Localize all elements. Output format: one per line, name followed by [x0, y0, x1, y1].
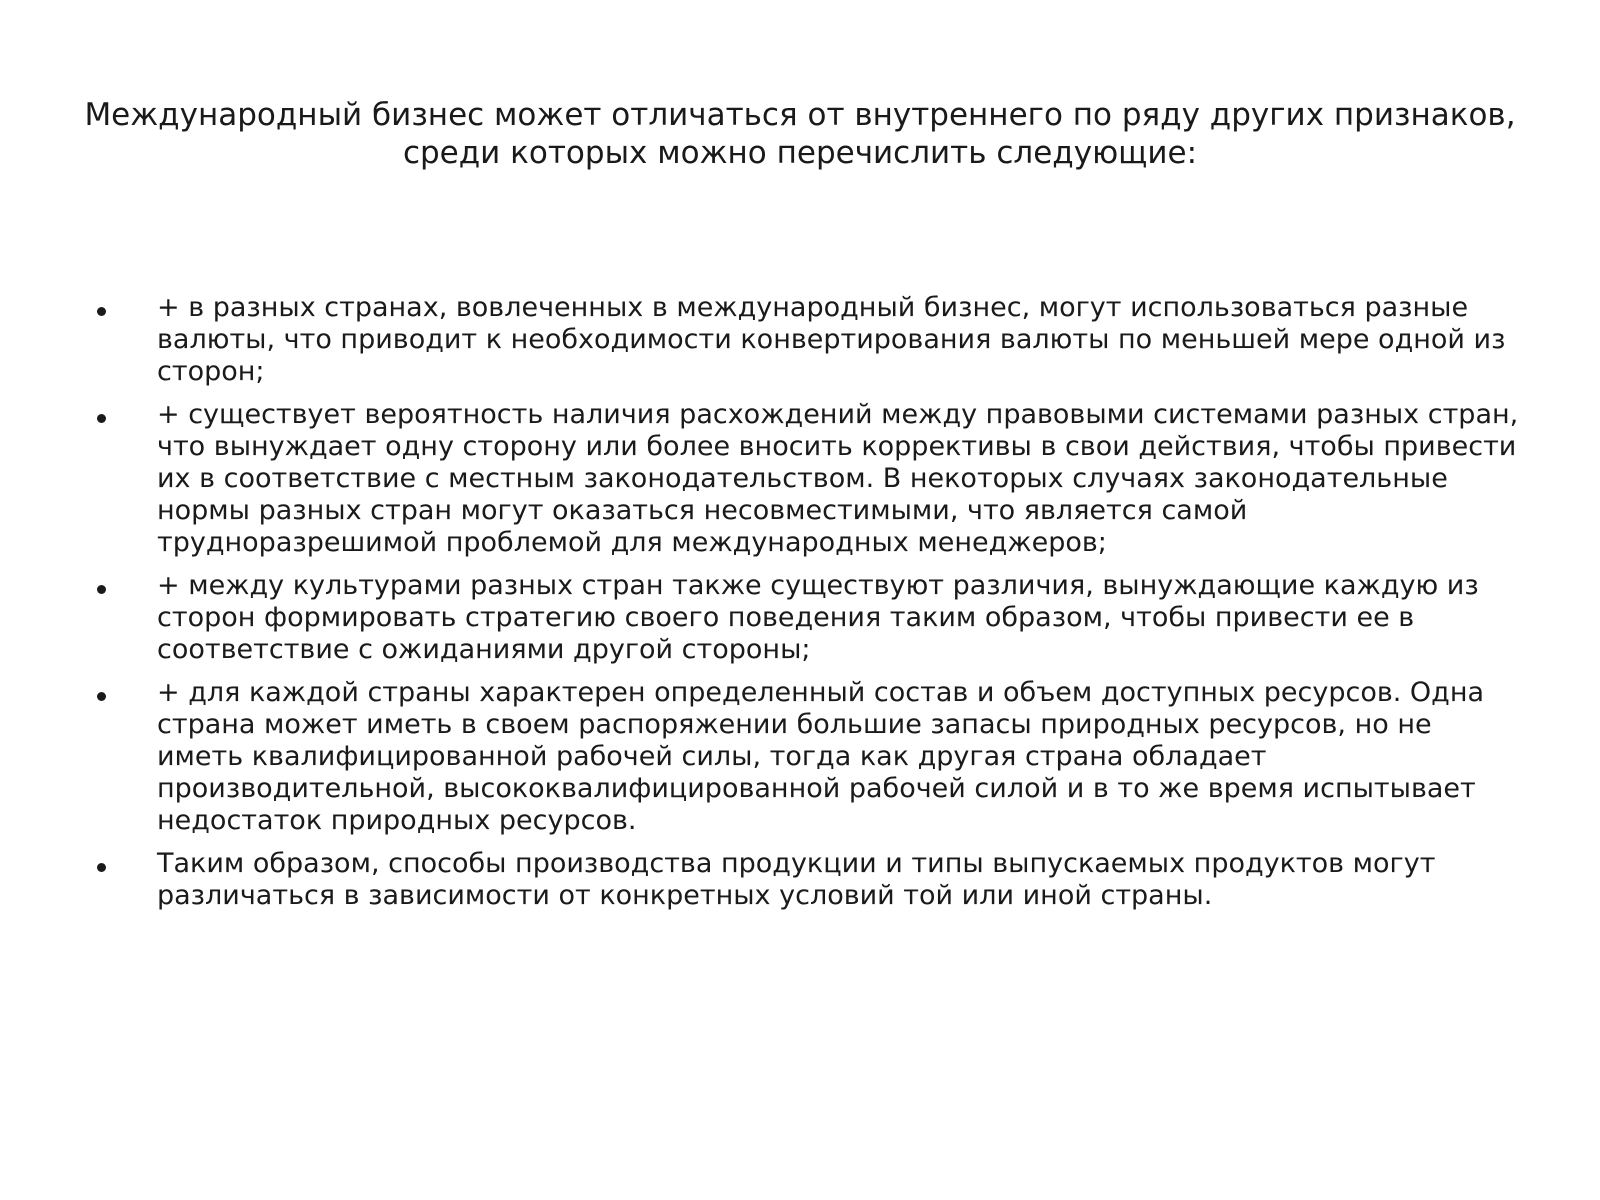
slide-title-line-2: среди которых можно перечислить следующие:: [402, 135, 1198, 171]
bullet-dot-icon: [97, 863, 106, 872]
bullet-text: + в разных странах, вовлеченных в международный бизнес, могут использоваться разные валюты, что приводит к необходимости конвертирования валюты по меньшей мере одной из сторон;: [157, 292, 1506, 387]
bullet-text: + между культурами разных стран также существуют различия, вынуждающие каждую из сторон формировать стратегию своего поведения таким образом, чтобы привести ее в соответствие с ожиданиями другой стороны;: [157, 570, 1479, 665]
slide-title-line-1: Международный бизнес может отличаться от внутреннего по ряду других признаков,: [84, 97, 1516, 133]
list-item: [0, 848, 1600, 912]
bullet-dot-icon: [97, 692, 106, 701]
bullet-text: + существует вероятность наличия расхождений между правовыми системами разных стран, что вынуждает одну сторону или более вносить коррективы в свои действия, чтобы привести их в соответствие с местным законодательством. В некоторых случаях законодательные нормы разных стран могут оказаться несовместимыми, что является самой трудноразрешимой проблемой для международных менеджеров;: [157, 399, 1519, 558]
bullet-list: [0, 292, 1600, 923]
list-item: [0, 677, 1600, 837]
bullet-text: + для каждой страны характерен определенный состав и объем доступных ресурсов. Одна страна может иметь в своем распоряжении большие запасы природных ресурсов, но не иметь квалифицированной рабочей силы, тогда как другая страна обладает производительной, высококвалифицированной рабочей силой и в то же время испытывает недостаток природных ресурсов.: [157, 677, 1485, 836]
bullet-text: Таким образом, способы производства продукции и типы выпускаемых продуктов могут различаться в зависимости от конкретных условий той или иной страны.: [157, 848, 1436, 911]
bullet-dot-icon: [97, 585, 106, 594]
list-item: [0, 570, 1600, 666]
bullet-dot-icon: [97, 307, 106, 316]
bullet-dot-icon: [97, 414, 106, 423]
list-item: [0, 292, 1600, 388]
slide-title: [80, 96, 1520, 172]
list-item: [0, 399, 1600, 559]
